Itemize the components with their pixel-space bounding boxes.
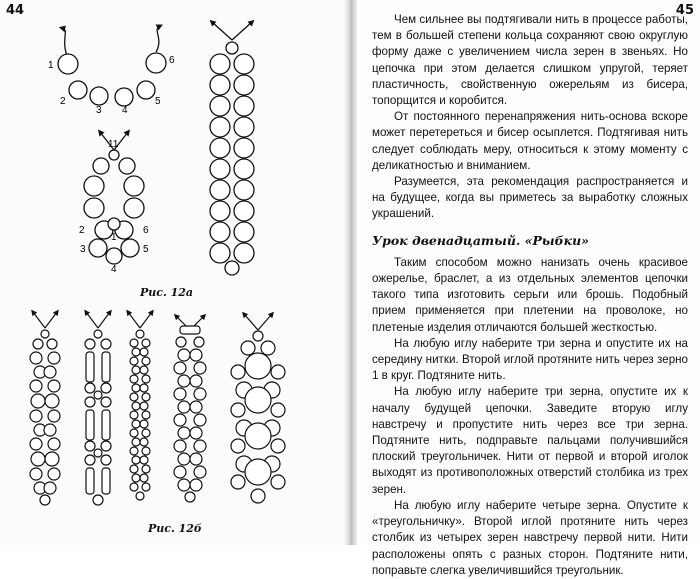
- ring-label: 3: [80, 244, 86, 255]
- page-number-right: 45: [675, 3, 694, 18]
- page-number-left: 44: [6, 3, 25, 18]
- paragraph: Разумеется, эта рекомендация распространяется и на будущее, когда вы приметесь за выработку сложных украшений.: [372, 175, 688, 221]
- figure-12b-chain-4: [174, 316, 206, 502]
- figure-12b-chain-1: [30, 312, 60, 505]
- chain-label: 5: [155, 96, 161, 107]
- figure-caption-12b: Рис. 12б: [148, 522, 202, 535]
- paragraph: Чем сильнее вы подтягивали нить в процессе работы, тем в большей степени кольца сохраняют свою округлую форму даже с увеличением числа зерен в звеньях. Но цепочка при этом делается слишком упругой, теряет пластичность, свойственную ожерельям из бисера, топорщится и коробится.: [372, 13, 688, 108]
- paragraph: От постоянного перенапряжения нить-основа вскоре может перетереться и бисер осыплется. Подтягивая нить следует соблюдать меру, относиться к этому моменту с деликатностью и вниманием.: [372, 110, 688, 172]
- book-gutter: [343, 0, 357, 545]
- ring-label: 4: [111, 264, 117, 275]
- ring-label: 2: [79, 225, 85, 236]
- ring-label: 1: [111, 232, 117, 243]
- beadwork-figures: [0, 0, 345, 545]
- lesson-heading: Урок двенадцатый. «Рыбки»: [372, 232, 589, 248]
- chain-label: 6: [169, 55, 175, 66]
- ring-label: 6: [143, 225, 149, 236]
- chain-label: 2: [60, 96, 66, 107]
- chain-label: 1: [48, 60, 54, 71]
- ring-label: 11: [108, 139, 119, 150]
- chain-label: 3: [96, 105, 102, 116]
- figure-12b-chain-3: [128, 312, 152, 500]
- paragraph: Таким способом можно нанизать очень красивое ожерелье, браслет, а из отдельных элементов цепочки такого типа изготовить серьги или брошь. Подобный прием применяется при плетении на проволоке, но плетеные изделия отличаются большей жесткостью.: [372, 255, 688, 334]
- paragraph: На любую иглу наберите три зерна и опустите их на середину нитки. Второй иглой протяните нить через зерно 1 в круг. Подтяните нить.: [372, 336, 688, 383]
- figure-12b-chain-5: [231, 314, 285, 503]
- figure-12b-chain-2: [85, 312, 111, 505]
- body-text: [372, 12, 688, 579]
- paragraph: На любую иглу наберите четыре зерна. Опустите к «треугольничку». Второй иглой протяните нить через столбик из четырех зерен навстречу первой нити. Нити расположены опять с разных сторон. Подтяните нити, поправьте слегка увеличившийся треугольник.: [372, 498, 688, 577]
- figure-12a-chain: [58, 26, 166, 106]
- chain-label: 4: [122, 105, 128, 116]
- paragraph: На любую иглу наберите три зерна, опустите их к началу будущей цепочки. Заведите вторую иглу навстречу и пропустите нить через все три зерна. Подтяните нить, подправьте пальцами получившийся плоский треугольничек. Нити от первой и второй иголок выходят из противоположных отверстий столбика из трех зерен.: [372, 385, 688, 496]
- ring-label: 5: [143, 244, 149, 255]
- figure-12a-column: [210, 22, 254, 275]
- figure-caption-12a: Рис. 12а: [140, 286, 194, 299]
- figure-12a-ring: [84, 132, 144, 264]
